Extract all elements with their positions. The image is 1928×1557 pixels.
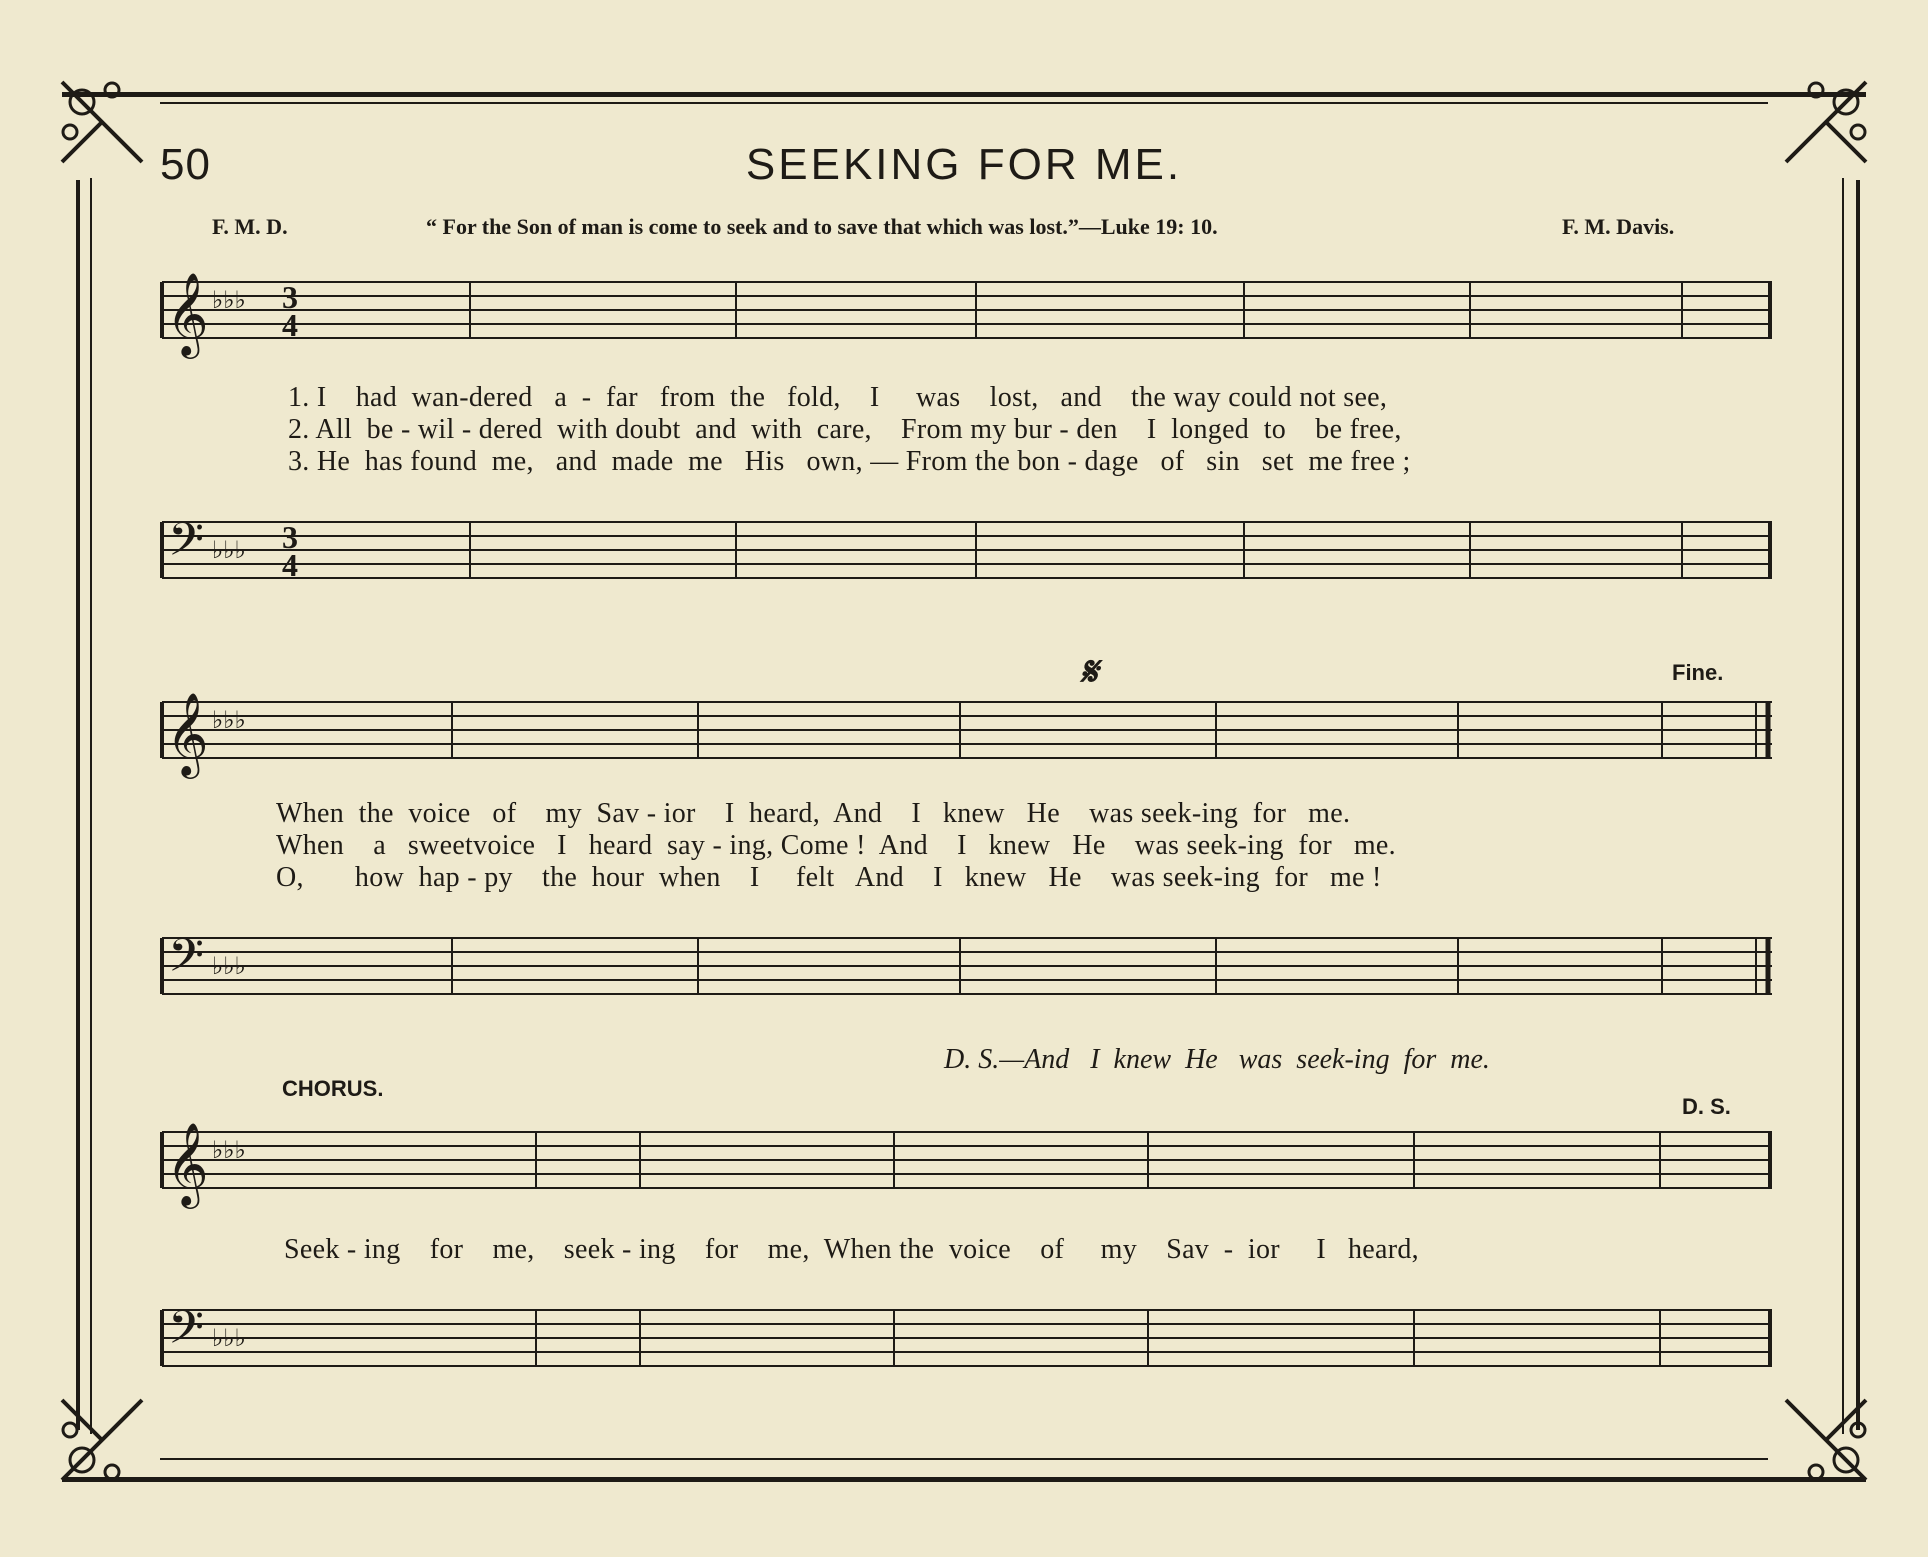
- segno-mark: 𝄋: [1080, 649, 1098, 694]
- lyric-line-chorus: Seek - ing for me, seek - ing for me, When the voice of my Sav - ior I heard,: [284, 1234, 1419, 1265]
- svg-text:𝄢: 𝄢: [168, 513, 205, 578]
- staff-lines: [152, 268, 1776, 368]
- staff-treble-system-2: [152, 688, 1776, 788]
- corner-ornament-bottom-right: [1776, 1390, 1876, 1490]
- ds-return-line: D. S.—And I knew He was seek-ing for me.: [944, 1044, 1490, 1075]
- svg-text:4: 4: [282, 547, 298, 583]
- composer-name: F. M. Davis.: [1562, 214, 1675, 239]
- svg-text:𝄢: 𝄢: [168, 1301, 205, 1366]
- svg-text:𝄞: 𝄞: [166, 1121, 209, 1205]
- staff-bass-system-2: [152, 924, 1776, 1024]
- svg-text:𝄞: 𝄞: [166, 691, 209, 775]
- scripture-epigraph: “ For the Son of man is come to seek and to save that which was lost.”—Luke 19: 10.: [426, 214, 1218, 239]
- staff-bass-system-1: [152, 508, 1776, 608]
- staff-lines: [152, 508, 1776, 608]
- corner-ornament-bottom-left: [52, 1390, 152, 1490]
- fine-mark: Fine.: [1672, 660, 1724, 685]
- svg-text:♭♭♭: ♭♭♭: [212, 1138, 246, 1164]
- svg-text:♭♭♭: ♭♭♭: [212, 708, 246, 734]
- lyric-line-verse2-system2: When a sweetvoice I heard say - ing, Come ! And I knew He was seek-ing for me.: [276, 830, 1396, 861]
- hymn-title: SEEKING FOR ME.: [745, 140, 1183, 189]
- lyric-line-verse1-system2: When the voice of my Sav - ior I heard, And I knew He was seek-ing for me.: [276, 798, 1351, 829]
- border-rule-top: [160, 102, 1768, 104]
- svg-text:4: 4: [282, 307, 298, 343]
- staff-bass-system-3: [152, 1296, 1776, 1396]
- lyric-line-verse3-system1: 3. He has found me, and made me His own, — From the bon - dage of sin set me free ;: [288, 446, 1411, 477]
- svg-text:3: 3: [282, 519, 298, 555]
- staff-lines: [152, 1118, 1776, 1218]
- lyric-line-verse1-system1: 1. I had wan-dered a - far from the fold, I was lost, and the way could not see,: [288, 382, 1388, 413]
- border-rule-bottom: [160, 1458, 1768, 1460]
- svg-text:3: 3: [282, 279, 298, 315]
- svg-text:♭♭♭: ♭♭♭: [212, 954, 246, 980]
- staff-lines: [152, 1296, 1776, 1396]
- staff-treble-system-3: [152, 1118, 1776, 1218]
- svg-text:𝄢: 𝄢: [168, 929, 205, 994]
- svg-text:𝄞: 𝄞: [166, 271, 209, 355]
- svg-text:♭♭♭: ♭♭♭: [212, 538, 246, 564]
- lyric-line-verse2-system1: 2. All be - wil - dered with doubt and with care, From my bur - den I longed to be free,: [288, 414, 1402, 445]
- staff-lines: [152, 924, 1776, 1024]
- staff-lines: [152, 688, 1776, 788]
- ds-mark: D. S.: [1682, 1094, 1731, 1119]
- page-number: 50: [160, 140, 211, 189]
- author-initials: F. M. D.: [212, 214, 288, 239]
- staff-treble-system-1: [152, 268, 1776, 368]
- lyric-line-verse3-system2: O, how hap - py the hour when I felt And I knew He was seek-ing for me !: [276, 862, 1382, 893]
- svg-text:♭♭♭: ♭♭♭: [212, 1326, 246, 1352]
- svg-text:♭♭♭: ♭♭♭: [212, 288, 246, 314]
- chorus-label: CHORUS.: [282, 1076, 384, 1101]
